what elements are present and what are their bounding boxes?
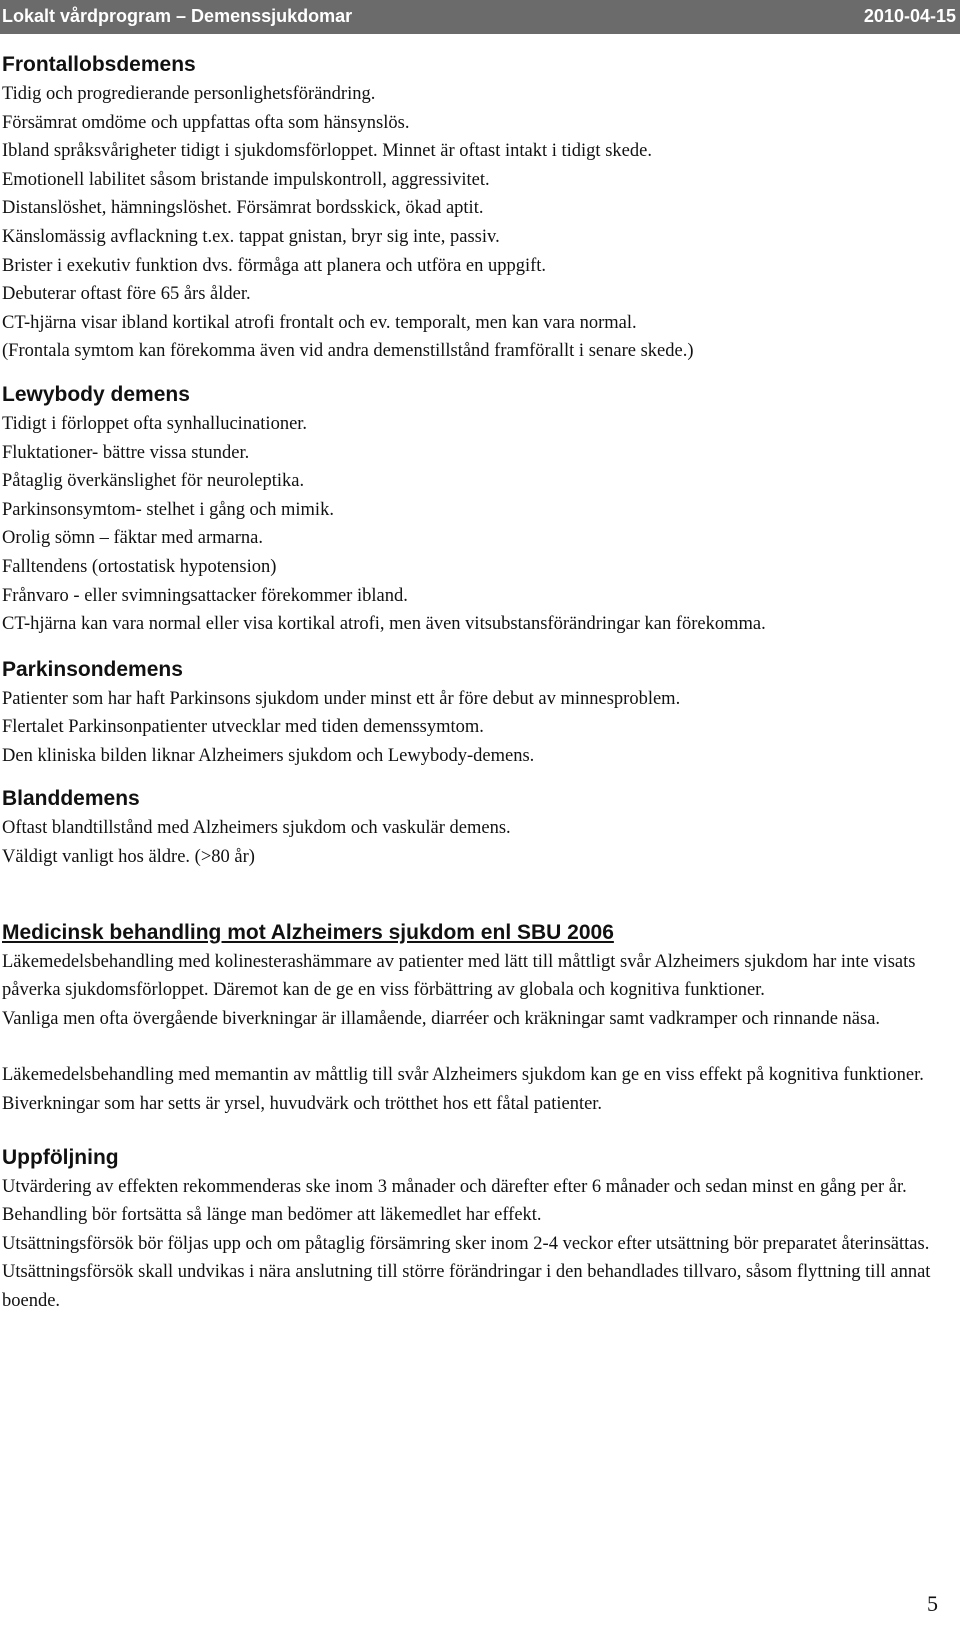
document-body	[2, 50, 952, 1316]
document-date: 2010-04-15	[863, 6, 956, 26]
text-line: Tidigt i förloppet ofta synhallucinationer.	[2, 413, 308, 434]
text-line: CT-hjärna kan vara normal eller visa kortikal atrofi, men även vitsubstansförändringar kan förekomma.	[2, 614, 766, 635]
text-line: Frånvaro - eller svimningsattacker förekommer ibland.	[2, 585, 408, 606]
text-line: Ibland språksvårigheter tidigt i sjukdomsförloppet. Minnet är oftast intakt i tidigt skede.	[2, 141, 652, 162]
text-line: Orolig sömn – fäktar med armarna.	[2, 528, 263, 549]
text-line: Oftast blandtillstånd med Alzheimers sjukdom och vaskulär demens.	[2, 818, 511, 839]
text-line: Brister i exekutiv funktion dvs. förmåga att planera och utföra en uppgift.	[2, 255, 547, 276]
page-header	[0, 0, 960, 34]
text-line: Försämrat omdöme och uppfattas ofta som hänsynslös.	[2, 112, 410, 133]
section-blanddemens	[2, 784, 952, 871]
section-medicinsk-behandling	[2, 918, 952, 1119]
text-line: Flertalet Parkinsonpatienter utvecklar med tiden demenssymtom.	[2, 717, 484, 738]
text-line: Tidig och progredierande personlighetsförändring.	[2, 84, 376, 104]
text-line: Emotionell labilitet såsom bristande impulskontroll, aggressivitet.	[2, 169, 490, 190]
section-frontallobsdemens	[2, 50, 952, 366]
section-heading: Uppföljning	[2, 1145, 119, 1169]
section-heading: Lewybody demens	[2, 382, 190, 406]
text-line: Distanslöshet, hämningslöshet. Försämrat bordsskick, ökad aptit.	[2, 198, 484, 219]
text-line: (Frontala symtom kan förekomma även vid andra demenstillstånd framförallt i senare skede.)	[2, 341, 694, 362]
text-line: Parkinsonsymtom- stelhet i gång och mimik.	[2, 499, 334, 520]
section-heading: Blanddemens	[2, 787, 140, 811]
text-line: Debuterar oftast före 65 års ålder.	[2, 284, 251, 305]
paragraph: Biverkningar som har setts är yrsel, huvudvärk och trötthet hos ett fåtal patienter.	[2, 1094, 603, 1115]
paragraph: Utsättningsförsök bör följas upp och om påtaglig försämring sker inom 2-4 veckor efter utsättning bör preparatet återinsättas.	[2, 1233, 930, 1254]
paragraph: Utsättningsförsök skall undvikas i nära anslutning till större förändringar i den behandlades tillvaro, såsom flyttning till annat boende.	[2, 1262, 931, 1311]
section-heading: Medicinsk behandling mot Alzheimers sjukdom enl SBU 2006	[2, 920, 614, 944]
paragraph: Läkemedelsbehandling med kolinesterashämmare av patienter med lätt till måttligt svår Alzheimers sjukdom har inte visats påverka sjukdomsförloppet. Däremot kan de ge en viss förbättring av globala och kognitiva funktioner.	[2, 951, 916, 1001]
text-line: Påtaglig överkänslighet för neuroleptika.	[2, 471, 305, 492]
paragraph: Vanliga men ofta övergående biverkningar är illamående, diarréer och kräkningar samt vadkramper och rinnande näsa.	[2, 1008, 881, 1029]
paragraph: Utvärdering av effekten rekommenderas ske inom 3 månader och därefter efter 6 månader och sedan minst en gång per år.	[2, 1176, 907, 1197]
paragraph: Behandling bör fortsätta så länge man bedömer att läkemedlet har effekt.	[2, 1205, 542, 1226]
document-title: Lokalt vårdprogram – Demenssjukdomar	[2, 6, 353, 26]
text-line: Känslomässig avflackning t.ex. tappat gnistan, bryr sig inte, passiv.	[2, 226, 500, 247]
section-parkinsondemens	[2, 655, 952, 771]
section-uppfoljning	[2, 1143, 952, 1316]
text-line: Väldigt vanligt hos äldre. (>80 år)	[2, 847, 255, 868]
paragraph: Läkemedelsbehandling med memantin av måttlig till svår Alzheimers sjukdom kan ge en viss effekt på kognitiva funktioner.	[2, 1065, 924, 1086]
text-line: Patienter som har haft Parkinsons sjukdom under minst ett år före debut av minnesproblem.	[2, 688, 681, 709]
text-line: Falltendens (ortostatisk hypotension)	[2, 556, 277, 577]
section-lewybody-demens	[2, 380, 952, 639]
section-heading: Frontallobsdemens	[2, 53, 196, 76]
text-line: Fluktationer- bättre vissa stunder.	[2, 442, 250, 463]
text-line: Den kliniska bilden liknar Alzheimers sjukdom och Lewybody-demens.	[2, 745, 535, 766]
page-number: 5	[927, 1591, 938, 1616]
text-line: CT-hjärna visar ibland kortikal atrofi frontalt och ev. temporalt, men kan vara normal.	[2, 312, 637, 333]
section-heading: Parkinsondemens	[2, 657, 183, 681]
